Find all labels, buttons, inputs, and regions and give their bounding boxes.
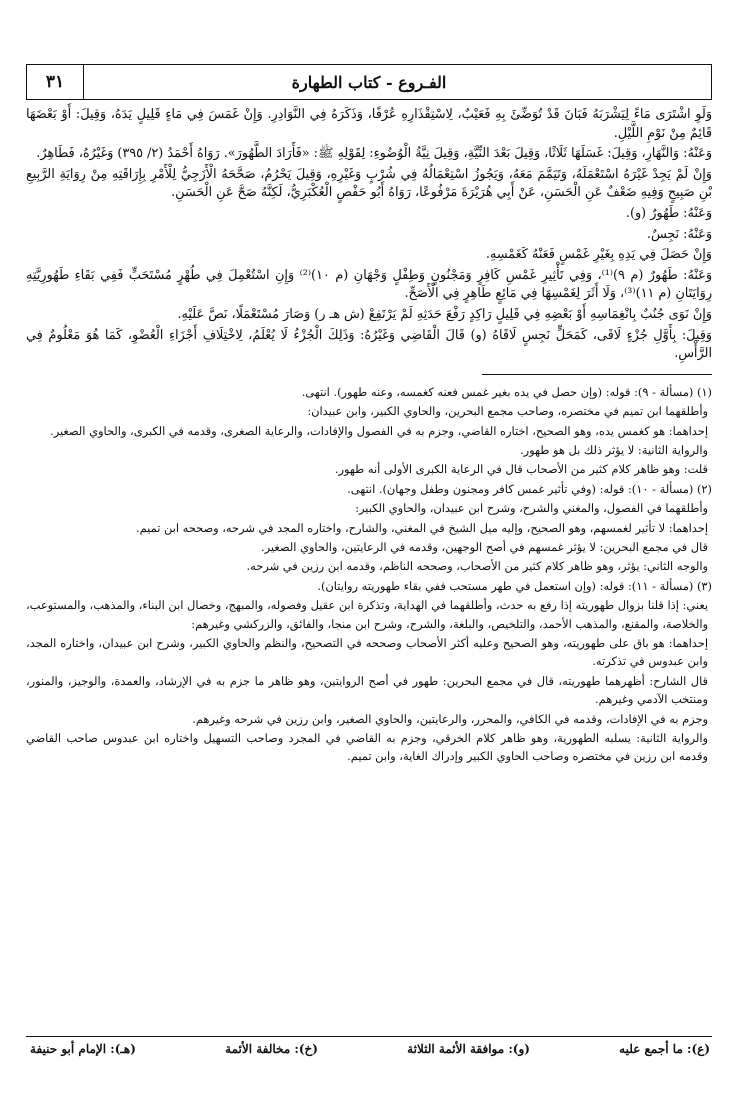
main-paragraph: وَعَنْهُ: نَجِسٌ.	[646, 226, 712, 242]
footnote-line: قال الشارح: أظهرهما طهوريته، قال في مجمع البحرين: طهور في أصح الروايتين، وهو ظاهر ما جزم به في الإرشاد، والعمدة، والوجيز، والمنور، ومنتخب الآدمي وغيرهم.	[26, 673, 708, 707]
main-text	[26, 106, 712, 364]
main-paragraph: وَإِنْ لَمْ يَجِدْ غَيْرَهُ اسْتَعْمَلَهُ، وَتَيَمَّمَ مَعَهُ، وَيَجُوزُ اسْتِعْمَالُهُ فِي شُرْبٍ وَغَيْرِهِ، وَقِيلَ يَحْرُمُ، صَحَّحَهُ الْأَزَجِيُّ لِلْأَمْرِ بِإِرَاقَتِهِ مِنْ رِوَايَةِ الرَّبِيعِ بْنِ صَبِيحٍ وَفِيهِ ضَعْفٌ عَنِ الْحَسَنِ، عَنْ أَبِي هُرَيْرَةَ مَرْفُوعًا، رَوَاهُ أَبُو حَفْصٍ الْعُكْبَرِيُّ، لَكِنَّهُ صَحَّ عَنِ الْحَسَنِ.	[26, 166, 712, 201]
footnote-line: والوجه الثاني: يؤثر، وهو ظاهر كلام كثير من الأصحاب، وصححه الناظم، وقدمه ابن رزين في شرحه.	[246, 559, 708, 574]
footnotes	[26, 383, 712, 766]
legend-item: (و): موافقة الأئمة الثلاثة	[407, 1042, 530, 1056]
footnote-line: إحداهما: هو باق على طهوريته، وهو الصحيح وعليه أكثر الأصحاب وصححه في التصحيح، والنظم والحاوي الكبير، وشرح ابن عبيدان، واختاره المجد، وابن عبدوس في تذكرته.	[26, 636, 708, 669]
footnote-separator	[482, 374, 712, 375]
main-paragraph: وَلَوِ اشْتَرَى مَاءً لِيَشْرَبَهُ فَبَانَ قَدْ تُوَضِّئَ بِهِ فَعَيْبٌ، لِاسْتِقْذَارِهِ عُرْفًا، وَذَكَرَهُ فِي النَّوَادِرِ. وَإِنْ غَمَسَ فِي مَاءٍ قَلِيلٍ يَدَهُ، وَقِيلَ: أَوْ بَعْضَهَا قَائِمٌ مِنْ نَوْمِ اللَّيْلِ.	[26, 107, 712, 141]
footnote-line: (١) (مسألة - ٩): قوله: (وإن حصل في يده بغير غمس فعنه كغمسه، وعنه طهور). انتهى.	[301, 384, 712, 399]
footnote-line: وأطلقهما في الفصول، والمغني والشرح، وشرح ابن عبيدان، والحاوي الكبير:	[355, 501, 708, 516]
main-paragraph: وَعَنْهُ: طَهُورٌ (م ٩)⁽¹⁾، وَفِي تَأْثِيرِ غَمْسِ كَافِرٍ وَمَجْنُونٍ وَطِفْلٍ وَجْهَانِ (م ١٠)⁽²⁾ وَإِنِ اسْتُعْمِلَ فِي طُهْرٍ مُسْتَحَبٍّ فَفِي بَقَاءِ طَهُورِيَّتِهِ رِوَايَتَانِ (م ١١)⁽³⁾، وَلَا أَثَرَ لِغَمْسِهَا فِي مَائِعٍ طَاهِرٍ فِي الْأَصَحِّ.	[26, 267, 712, 302]
footnote-line: إحداهما: لا تأثير لغمسهم، وهو الصحيح، وإليه ميل الشيخ في المغني، والشارح، واختاره المجد في شرحه، وصححه ابن تميم.	[135, 520, 708, 535]
legend-item: (ع): ما أجمع عليه	[619, 1042, 710, 1056]
page-header	[26, 64, 712, 100]
footnote-line: إحداهما: هو كغمس يده، وهو الصحيح، اختاره القاضي، وجزم به في الفصول والإفادات، والرعاية الصغرى، وقدمه في الكبرى، والحاوي الصغير.	[50, 423, 708, 438]
main-paragraph: وَإِنْ نَوَى جُنُبٌ بِانْغِمَاسِهِ أَوْ بَعْضِهِ فِي قَلِيلٍ رَاكِدٍ رَفْعَ حَدَثِهِ لَمْ يَرْتَفِعْ (ش هـ ر) وَصَارَ مُسْتَعْمَلًا، نَصَّ عَلَيْهِ.	[177, 306, 712, 322]
main-paragraph: وَعَنْهُ: وَالنَّهَارِ، وَقِيلَ: غَسَلَهَا ثَلَاثًا، وَقِيلَ بَعْدَ النِّيَّةِ، وَقِيلَ نِيَّةُ الْوُضُوءِ: لِقَوْلِهِ ﷺ: «فَأَرَادَ الطَّهُورَ». رَوَاهُ أَحْمَدُ (٢/ ٣٩٥) وَغَيْرُهُ، فَطَاهِرٌ.	[36, 146, 712, 162]
book-title: الفـروع - كتاب الطهارة	[291, 72, 447, 92]
main-paragraph: وَإِنْ حَصَلَ فِي يَدِهِ بِغَيْرِ غَمْسٍ فَعَنْهُ كَغَمْسِهِ.	[485, 247, 712, 263]
footnote-line: وجزم به في الإفادات، وقدمه في الكافي، والمحرر، والرعايتين، والحاوي الصغير، وابن رزين في شرحه وغيرهم.	[192, 711, 708, 726]
legend-item: (هـ): الإمام أبو حنيفة	[30, 1042, 136, 1056]
footnote-line: (٣) (مسألة - ١١): قوله: (وإن استعمل في طهر مستحب ففي بقاء طهوريته روايتان).	[317, 578, 712, 593]
footnote-line: قال في مجمع البحرين: لا يؤثر غمسهم في أصح الوجهين، وقدمه في الرعايتين، والحاوي الصغير.	[261, 539, 708, 554]
main-paragraph: وَعَنْهُ: طَهُورٌ (و).	[625, 205, 712, 221]
footnote-line: قلت: وهو ظاهر كلام كثير من الأصحاب قال في الرعاية الكبرى الأولى أنه طهور.	[334, 462, 708, 477]
main-paragraph: وَقِيلَ: بِأَوَّلِ جُزْءٍ لَاقَى، كَمَحَلٍّ نَجِسٍ لَاقَاهُ (و) قَالَ الْقَاضِي وَغَيْرُهُ: وَذَلِكَ الْجُزْءُ لَا يُعْلَمُ، لِاخْتِلَافِ أَجْزَاءِ الْعُضْوِ، كَمَا هُوَ مَعْلُومٌ فِي الرَّأْسِ.	[26, 327, 712, 362]
footnote-line: (٢) (مسألة - ١٠): قوله: (وفي تأثير غمس كافر ومجنون وطفل وجهان). انتهى.	[347, 481, 712, 496]
footnote-line: والرواية الثانية: لا يؤثر ذلك بل هو طهور.	[520, 442, 708, 457]
page	[26, 64, 712, 767]
legend-item: (خ): مخالفة الأئمة	[225, 1042, 318, 1056]
footnote-line: يعني: إذا قلنا بزوال طهوريته إذا رفع به حدث، وأطلقهما في الهداية، وتذكرة ابن عقيل وفصوله، والمبهج، وخصال ابن البناء، والمذهب، والمستوعب، والخلاصة، والمقنع، والمذهب الأحمد، والتلخيص، والبلغة، والشرح، وشرح ابن منجا، والفائق، والزركشي وغيرهم:	[26, 598, 708, 631]
symbols-legend	[26, 1036, 712, 1056]
footnote-line: وأطلقهما ابن تميم في مختصره، وصاحب مجمع البحرين، والحاوي الكبير، وابن عبيدان:	[307, 404, 708, 419]
footnote-line: والرواية الثانية: يسلبه الطهورية، وهو ظاهر كلام الخرقي، وجزم به القاضي في المجرد وصاحب التسهيل واختاره ابن عبدوس صاحب القاضي وقدمه ابن رزين في مختصره وصاحب الحاوي الكبير وإدراك الغاية، وابن تميم.	[26, 731, 708, 764]
page-number: ٣١	[27, 65, 84, 99]
